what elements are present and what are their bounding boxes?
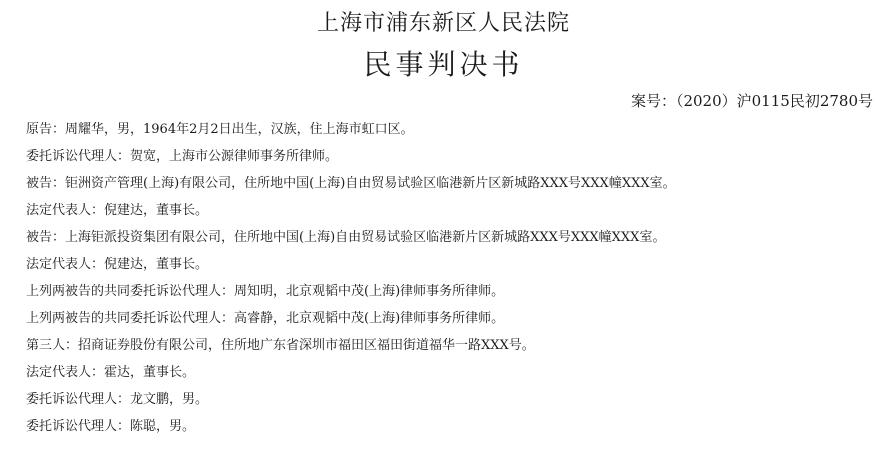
court-name: 上海市浦东新区人民法院 [316, 11, 570, 36]
defendant-1-legal-rep-line: 法定代表人：倪建达，董事长。 [26, 203, 209, 218]
third-party-legal-rep-line: 法定代表人：霍达，董事长。 [26, 365, 196, 380]
plaintiff-line: 原告：周耀华，男，1964年2月2日出生，汉族，住上海市虹口区。 [26, 122, 414, 137]
third-party-agent-2-line: 委托诉讼代理人：陈聪，男。 [26, 419, 196, 434]
case-number: 案号：（2020）沪0115民初2780号 [630, 92, 873, 110]
defendant-2-legal-rep-line: 法定代表人：倪建达，董事长。 [26, 257, 209, 272]
defendant-2-line: 被告：上海钜派投资集团有限公司，住所地中国(上海)自由贸易试验区临港新片区新城路XXX号XXX幢XXX室。 [26, 230, 666, 245]
third-party-agent-1-line: 委托诉讼代理人：龙文鹏，男。 [26, 392, 209, 407]
third-party-line: 第三人：招商证券股份有限公司，住所地广东省深圳市福田区福田街道福华一路XXX号。 [26, 338, 535, 353]
document-type-title: 民事判决书 [363, 48, 524, 81]
plaintiff-agent-line: 委托诉讼代理人：贺宽，上海市公源律师事务所律师。 [26, 149, 339, 164]
parties-section [26, 116, 876, 440]
defendants-joint-agent-2-line: 上列两被告的共同委托诉讼代理人：高睿静，北京观韬中茂(上海)律师事务所律师。 [26, 311, 505, 326]
defendants-joint-agent-1-line: 上列两被告的共同委托诉讼代理人：周知明，北京观韬中茂(上海)律师事务所律师。 [26, 284, 505, 299]
defendant-1-line: 被告：钜洲资产管理(上海)有限公司，住所地中国(上海)自由贸易试验区临港新片区新城路XXX号XXX幢XXX室。 [26, 176, 676, 191]
